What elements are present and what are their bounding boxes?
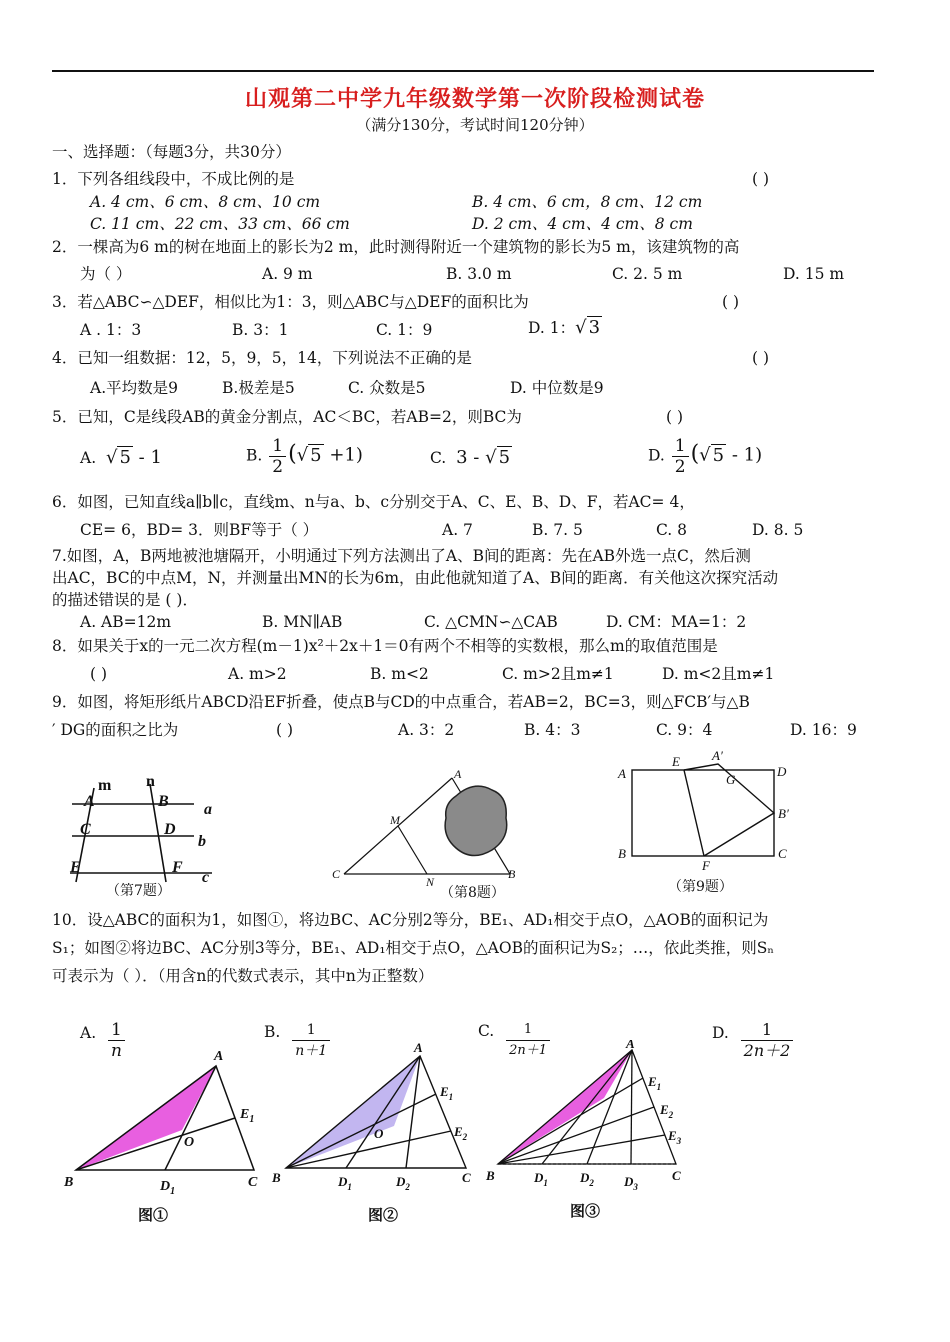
fig8-label-b: B [508,867,516,881]
section-heading: 一、选择题：（每题3分，共30分） [52,143,291,161]
svg-text:E1: $E_1$ [240,1107,255,1125]
q10-line1: 10．设△ABC的面积为1，如图①，将边BC、AC分别2等分，BE₁、AD₁相交于点O，△AOB的面积记为 [52,911,769,929]
fig7-label-c-line: c [202,869,210,886]
fig7-label-n: n [146,774,155,790]
figure-9 [614,750,804,874]
q1-option-c: C. 11 cm、22 cm、33 cm、66 cm [90,215,350,233]
q4-option-a: A.平均数是9 [90,379,178,397]
fig9-label-c: C [778,846,787,861]
fig9-label-d: D [777,764,787,779]
q8-option-c: C. m>2且m≠1 [502,665,614,683]
fig10-caption-1: 图① [138,1206,169,1224]
q3-answer-paren: ( ) [722,293,740,311]
q10-option-c: C. $\frac{1}{2n+1}$ [478,1020,552,1061]
q8-option-d: D. m<2且m≠1 [662,665,775,683]
q9-answer-paren: ( ) [276,721,294,739]
svg-text:D1: $D_1$ [338,1174,352,1192]
q10-option-b: B. $\frac{1}{n+1}$ [264,1020,332,1061]
q9-option-c: C. 9：4 [656,721,713,739]
fig10-caption-2: 图② [368,1206,399,1224]
q7-line1: 7.如图，A，B两地被池塘隔开，小明通过下列方法测出了A、B间的距离：先在AB外选一点C，然后测 [52,547,751,565]
q9-option-b: B. 4：3 [524,721,581,739]
q9-line2: ′ DG的面积之比为 [52,721,179,739]
q7-line3: 的描述错误的是 ( )． [52,591,198,609]
fig9-label-g: G [726,772,736,787]
fig7-label-b-line: b [198,833,206,850]
page-title: 山观第二中学九年级数学第一次阶段检测试卷 [244,86,705,112]
fig8-label-a: A [454,767,462,781]
q6-line1: 6．如图，已知直线a∥b∥c，直线m、n与a、b、c分别交于A、C、E、B、D、F，若AC= 4， [52,493,695,511]
q8-option-b: B. m<2 [370,665,429,683]
q8-answer-paren: ( ) [90,665,108,683]
q5-option-c: C. 3 - √ 5 [430,447,511,468]
q2-line2: 为（ ） [80,265,132,283]
q10-line3: 可表示为（ ）．（用含n的代数式表示，其中n为正整数） [52,967,434,985]
q5-option-d: D. $\frac{1}{2}$ (√ 5 - 1) [648,436,763,477]
svg-text:E3: $E_3$ [668,1128,682,1146]
q3-option-a: A . 1：3 [80,321,142,339]
fig8-label-m: M [390,813,400,827]
top-rule [52,70,874,72]
pond-shape [445,786,507,855]
svg-text:O: O [374,1126,384,1141]
svg-text:O: O [184,1135,195,1150]
figure-10-1 [60,1044,280,1204]
svg-text:E2: $E_2$ [454,1124,468,1142]
figure-10-2 [268,1040,488,1200]
q6-option-d: D. 8. 5 [752,521,804,539]
q7-option-a: A. AB=12m [80,613,172,631]
svg-text:D2: $D_2$ [580,1170,594,1188]
q3-option-c: C. 1：9 [376,321,433,339]
q1-option-d: D. 2 cm、4 cm、4 cm、8 cm [472,215,693,233]
q7-line2: 出AC，BC的中点M，N，并测量出MN的长为6m，由此他就知道了A、B间的距离．有关他这次探究活动 [52,569,779,587]
q7-option-c: C. △CMN∽△CAB [424,613,558,631]
q3-option-b: B. 3：1 [232,321,289,339]
fig9-label-b: B [618,846,626,861]
q2-option-c: C. 2. 5 m [612,265,683,283]
svg-text:B: B [486,1168,495,1183]
q1-option-a: A. 4 cm、6 cm、8 cm、10 cm [90,193,321,211]
q4-answer-paren: ( ) [752,349,770,367]
fig7-label-b: B [158,793,169,810]
svg-text:D2: $D_2$ [396,1174,410,1192]
q10-option-d: D. $\frac{1}{2n+2}$ [712,1020,795,1061]
fig7-label-c: C [80,821,91,838]
q6-option-a: A. 7 [442,521,473,539]
svg-text:D1: $D_1$ [160,1179,176,1197]
q2-line1: 2．一棵高为6 m的树在地面上的影长为2 m，此时测得附近一个建筑物的影长为5 m，该建筑物的高 [52,238,740,256]
q10-line2: S₁；如图②将边BC、AC分别3等分，BE₁、AD₁相交于点O，△AOB的面积记为S₂；…，依此类推，则Sₙ [52,939,775,957]
svg-text:D3: $D_3$ [624,1174,638,1192]
svg-text:B: B [64,1175,74,1190]
fig9-caption: （第9题） [668,879,733,895]
fig9-label-b-prime: B′ [778,806,789,821]
svg-text:C: C [462,1170,471,1185]
svg-text:D1: $D_1$ [534,1170,548,1188]
q9-option-d: D. 16：9 [790,721,857,739]
q4-option-b: B.极差是5 [222,379,295,397]
q8-option-a: A. m>2 [228,665,287,683]
q4-option-d: D. 中位数是9 [510,379,604,397]
fig7-label-d: D [164,821,176,838]
q9-option-a: A. 3：2 [398,721,455,739]
svg-text:A: A [626,1040,635,1051]
q1-option-b: B. 4 cm、6 cm，8 cm、12 cm [472,193,703,211]
figure-10-3 [484,1040,704,1200]
svg-text:C: C [672,1168,681,1183]
q5-stem: 5．已知，C是线段AB的黄金分割点，AC＜BC，若AB=2，则BC为 [52,408,522,426]
fig10-caption-3: 图③ [570,1202,601,1220]
q5-answer-paren: ( ) [666,408,684,426]
svg-text:E1: $E_1$ [648,1074,662,1092]
q6-option-b: B. 7. 5 [532,521,583,539]
fig7-label-a-line: a [204,801,212,818]
q3-stem: 3．若△ABC∽△DEF，相似比为1：3，则△ABC与△DEF的面积比为 [52,293,529,311]
svg-text:E1: $E_1$ [440,1084,454,1102]
q10-option-a: A. $\frac{1}{n}$ [80,1020,127,1061]
q5-option-a: A. √ 5 - 1 [80,447,162,468]
fig7-label-f: F [172,859,183,876]
q8-line1: 8．如果关于x的一元二次方程(m－1)x²＋2x＋1＝0有两个不相等的实数根，那么m的取值范围是 [52,637,718,655]
page-subtitle: （满分130分，考试时间120分钟） [356,116,594,134]
fig8-caption: （第8题） [440,885,505,901]
q5-option-b: B. $\frac{1}{2}$ (√ 5 +1) [246,436,363,477]
fig9-label-a: A [618,766,626,781]
fig9-label-e: E [672,754,680,769]
q1-answer-paren: ( ) [752,170,770,188]
fig9-label-f: F [702,858,710,873]
q7-option-d: D. CM：MA=1：2 [606,613,747,631]
q1-stem: 1．下列各组线段中，不成比例的是 [52,170,295,188]
fig9-label-a-prime: A′ [712,750,723,763]
q6-line2: CE= 6，BD= 3．则BF等于（ ） [80,521,319,539]
q2-option-b: B. 3.0 m [446,265,512,283]
svg-text:C: C [248,1175,258,1190]
fig7-label-a: A [84,793,95,810]
svg-text:A: A [414,1040,423,1055]
fig7-label-e: E [70,859,81,876]
q9-line1: 9．如图，将矩形纸片ABCD沿EF折叠，使点B与CD的中点重合，若AB=2，BC=3，则△FCB′与△B [52,693,750,711]
fig7-caption: （第7题） [106,883,171,899]
q4-option-c: C. 众数是5 [348,379,426,397]
fig7-label-m: m [98,777,112,794]
svg-text:E2: $E_2$ [660,1102,674,1120]
q4-stem: 4．已知一组数据：12，5，9，5，14，下列说法不正确的是 [52,349,472,367]
fig8-label-n: N [426,875,435,888]
svg-text:B: B [272,1170,281,1185]
figure-8 [326,766,522,888]
q6-option-c: C. 8 [656,521,688,539]
fig8-label-c: C [332,867,341,881]
svg-text:A: A [214,1049,224,1064]
q3-option-d: D. 1：√ 3 [528,317,601,338]
q7-option-b: B. MN∥AB [262,613,343,631]
q2-option-d: D. 15 m [783,265,845,283]
q2-option-a: A. 9 m [262,265,313,283]
